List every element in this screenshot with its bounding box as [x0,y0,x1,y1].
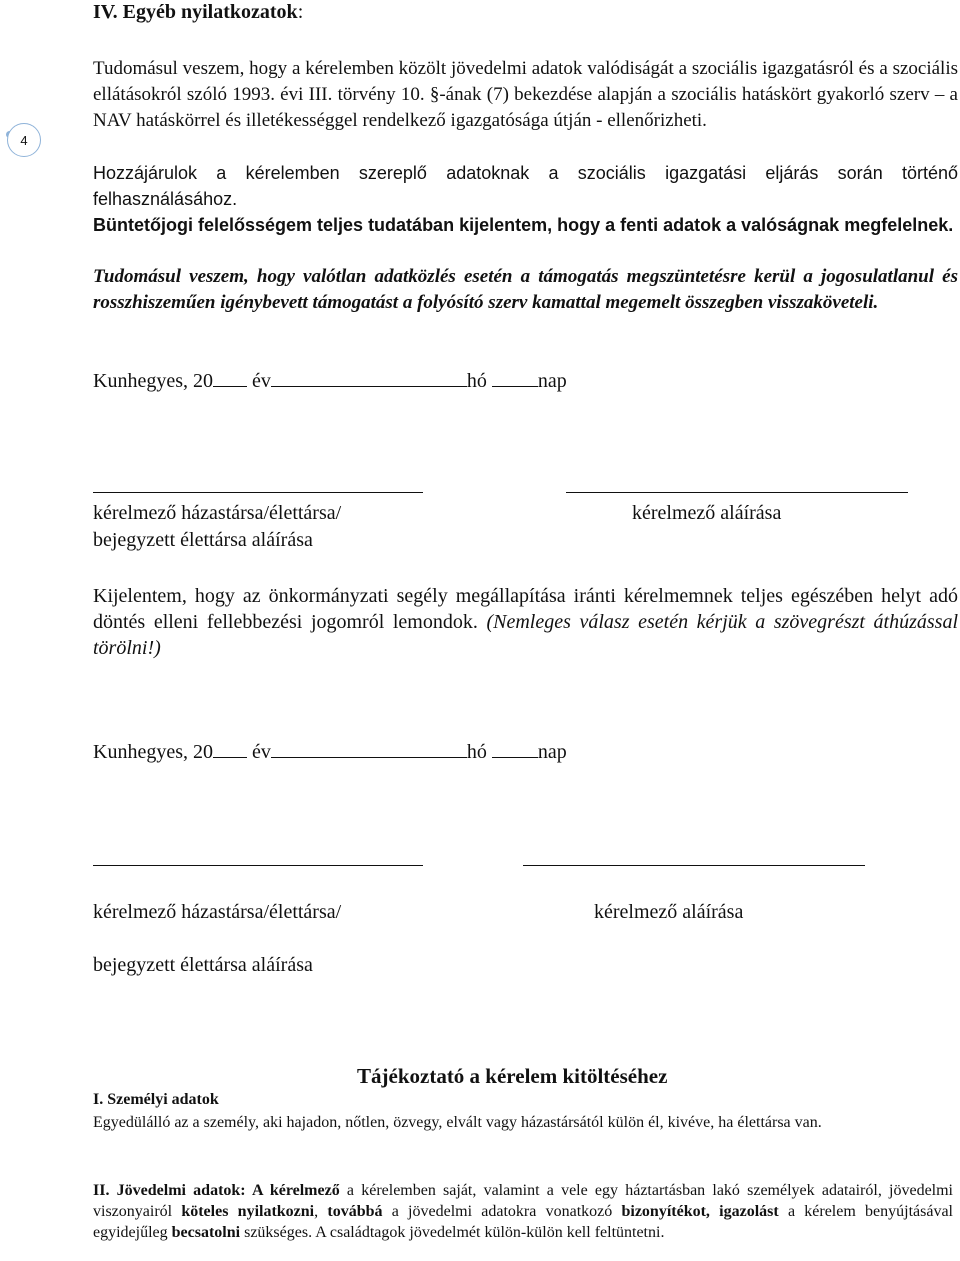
info-income-bold-1: köteles nyilatkozni [181,1203,315,1220]
info-income-text-3: a jövedelmi adatokra vonatkozó [391,1203,613,1220]
month-label-2: hó [466,741,487,763]
info-income-bold-2: továbbá [327,1203,383,1220]
appeal-waiver-paragraph [93,583,958,661]
info-income-bold-3: bizonyítékot, igazolást [621,1203,779,1220]
spouse-signature-label-1: kérelmező házastársa/élettársa/ [93,502,342,524]
page-number-badge [7,123,41,157]
date-line-2 [93,739,567,765]
appeal-waiver-note: (Nemleges válasz esetén kérjük a szövegrészt áthúzással törölni!) [93,611,959,659]
info-income-text-1: a kérelemben saját, valamint a vele egy háztartásban lakó személyek adatairól, jövedelmi viszonyairól [93,1182,954,1220]
paragraph-liability: Büntetőjogi felelősségem teljes tudatában kijelentem, hogy a fenti adatok a valóságnak megfelelnek. [93,215,954,235]
page-number: 4 [20,132,28,148]
info-income-text-4: a kérelem benyújtásával egyidejűleg [93,1203,953,1241]
applicant-signature-label-2: kérelmező aláírása [594,901,744,923]
paragraph-consent: Hozzájárulok a kérelemben szereplő adatoknak a szociális igazgatási eljárás során történő felhasználásához. [93,163,958,209]
info-personal-heading: I. Személyi adatok [93,1091,219,1108]
year-blank[interactable] [213,368,247,387]
info-income-bold-4: becsatolni [171,1224,241,1241]
info-personal-text: Egyedülálló az a személy, aki hajadon, nőtlen, özvegy, elvált vagy házastársától külön él, kivéve, ha élettársa van. [93,1114,822,1131]
spouse-signature-line-2[interactable] [93,865,423,866]
month-blank-2[interactable] [271,739,467,758]
year-label-2: év [251,741,271,763]
year-blank-2[interactable] [213,739,247,758]
date-place-2: Kunhegyes, 20 [93,741,213,763]
applicant-signature-line[interactable] [566,492,908,493]
spouse-signature-label-2b: bejegyzett élettársa aláírása [93,954,313,976]
section-title-bold-2: nyilatkozatok [181,1,298,23]
info-income-text-5: szükséges. A családtagok jövedelmét külön-külön kell feltüntetni. [244,1224,665,1241]
month-label: hó [466,370,487,392]
section-heading: IV. Egyéb nyilatkozatok: [93,1,304,23]
info-income-paragraph [93,1180,953,1243]
paragraph-false-data: Tudomásul veszem, hogy valótlan adatközlés esetén a támogatás megszüntetésre kerül a jogosulatlanul és rosszhiszeműen igénybevett támogatást a folyósító szerv kamattal megemelt összegben visszaköveteli. [93,266,958,313]
spouse-signature-line[interactable] [93,492,423,493]
info-income-text-2: , [314,1203,319,1220]
spouse-signature-label-2: bejegyzett élettársa aláírása [93,529,313,551]
appeal-waiver-text: Kijelentem, hogy az önkormányzati segély megállapítása iránti kérelmemnek teljes egészében helyt adó döntés elleni fellebbezési jogomról lemondok. [93,585,958,633]
day-blank-2[interactable] [492,739,538,758]
paragraph-data-verification: Tudomásul veszem, hogy a kérelemben közölt jövedelmi adatok valódiságát a szociális igazgatásról és a szociális ellátásokról szóló 1993. évi III. törvény 10. §-ának (7) bekezdése alapján a szociális hatáskört gyakorló szerv – a NAV hatáskörrel és illetékességgel rendelkező igazgatósága útján - ellenőrizheti. [93,58,958,131]
applicant-signature-label: kérelmező aláírása [632,502,782,524]
month-blank[interactable] [271,368,467,387]
day-label: nap [537,370,567,392]
day-blank[interactable] [492,368,538,387]
spouse-signature-label-1b: kérelmező házastársa/élettársa/ [93,901,342,923]
day-label-2: nap [537,741,567,763]
date-line-1 [93,368,567,394]
date-place: Kunhegyes, 20 [93,370,213,392]
applicant-signature-line-2[interactable] [523,865,865,866]
year-label: év [251,370,271,392]
section-title-bold: Egyéb [122,1,176,23]
info-income-heading: II. Jövedelmi adatok: A kérelmező [93,1182,340,1199]
section-number: IV. [93,1,118,23]
info-title: Tájékoztató a kérelem kitöltéséhez [357,1064,668,1088]
